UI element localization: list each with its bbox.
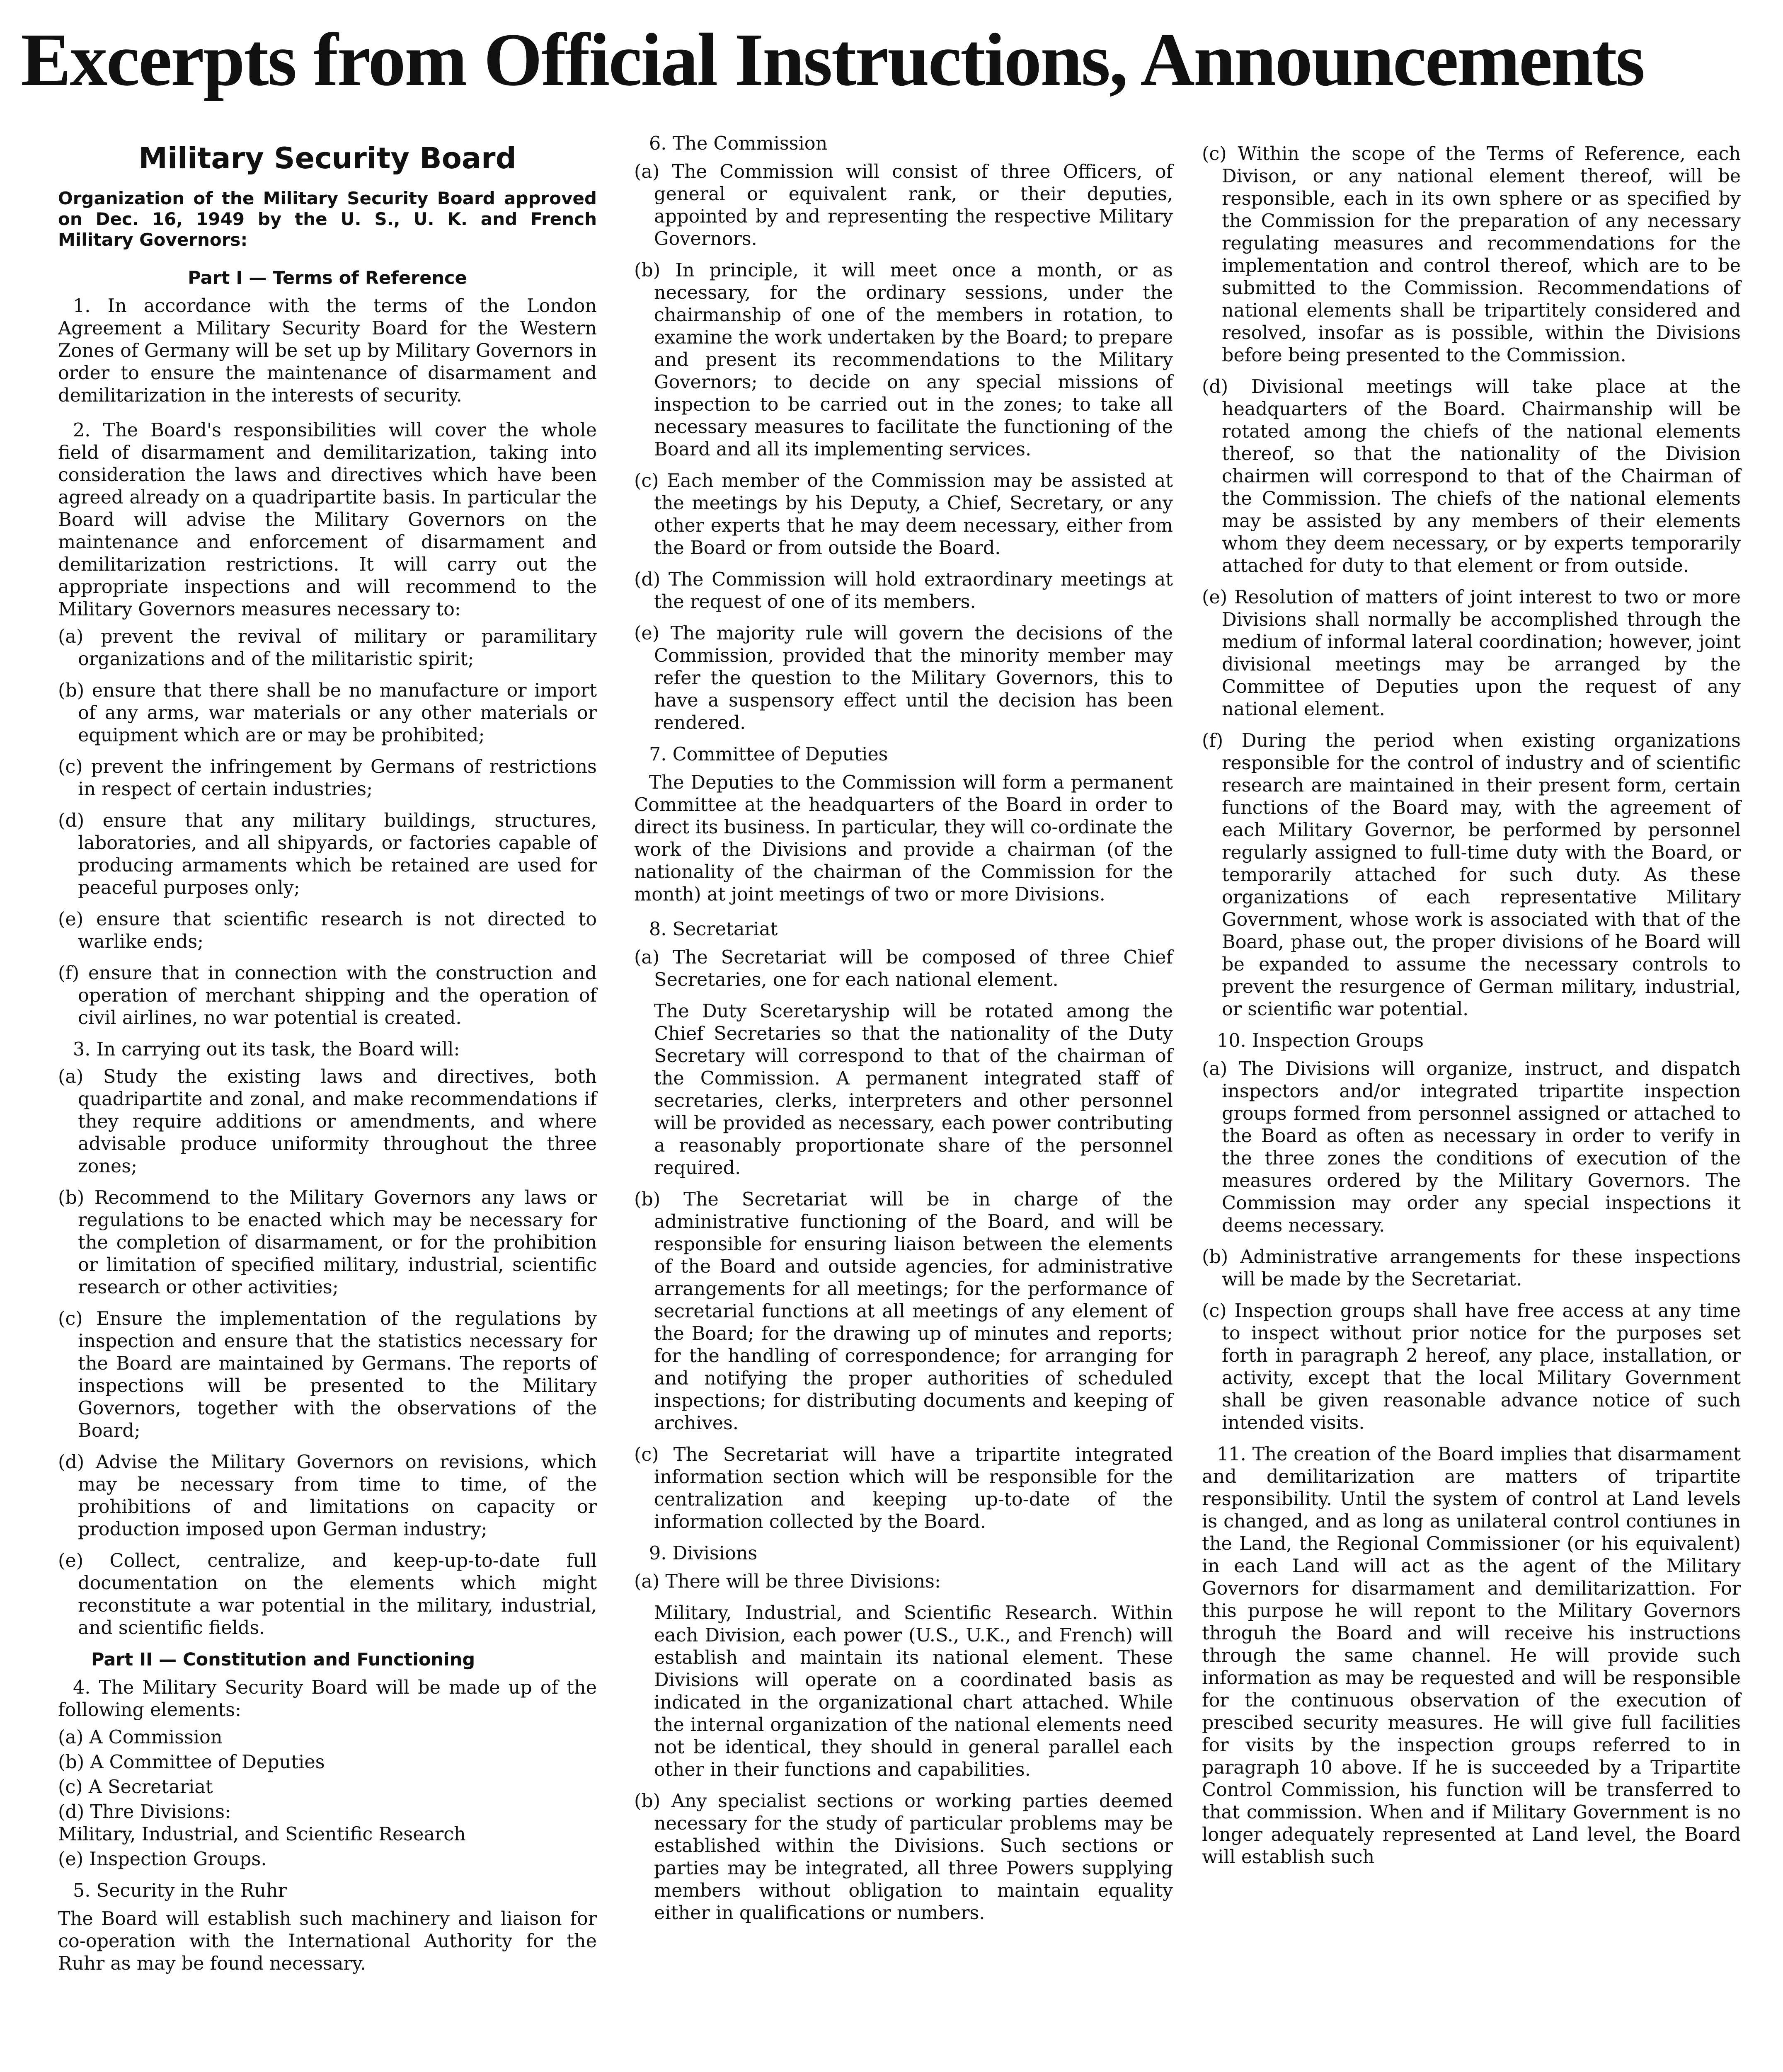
paragraph-2a: (a) prevent the revival of military or paramilitary organizations and of the militaristic spirit; <box>58 626 597 670</box>
paragraph-6b: (b) In principle, it will meet once a month, or as necessary, for the ordinary sessions, under the chairmanship of one of the members in rotation, to examine the work undertaken by the Board; to prepare and present its recommendations to the Military Governors; to decide on any special missions of inspection to be carried out in the zones; to take all necessary measures to facilitate the functioning of the Board and all its implementing services. <box>634 260 1173 460</box>
part-1-heading: Part I — Terms of Reference <box>188 268 467 288</box>
paragraph-2: 2. The Board's responsibilities will cover the whole field of disarmament and demilitarization, taking into consideration the laws and directives which have been agreed already on a quadripartite basis. In particular the Board will advise the Military Governors on the maintenance and enforcement of disarmament and demilitarization restrictions. It will carry out the appropriate inspections and will recommend to the Military Governors measures necessary to: <box>58 420 597 620</box>
column-1 <box>58 133 597 1987</box>
section-10-heading: 10. Inspection Groups <box>1217 1030 1424 1051</box>
section-9-heading: 9. Divisions <box>649 1543 758 1564</box>
paragraph-4c: (c) A Secretariat <box>58 1777 213 1798</box>
paragraph-10a: (a) The Divisions will organize, instruct, and dispatch inspectors and/or integrated tripartite inspection groups formed from personnel assigned or attached to the Board as often as necessary in order to verify in the three zones the conditions of execution of the measures ordered by the Military Governors. The Commission may order any special inspections it deems necessary. <box>1202 1058 1741 1236</box>
paragraph-9c: (c) Within the scope of the Terms of Reference, each Divison, or any national element thereof, will be responsible, each in its own sphere or as specified by the Commission for the preparation of any necessary regulating measures and recommendations for the implementation and control thereof, which are to be submitted to the Commission. Recommendations of national elements shall be tripartitely considered and resolved, insofar as is possible, within the Divisions before being presented to the Commission. <box>1202 143 1741 366</box>
section-7-heading: 7. Committee of Deputies <box>649 744 888 765</box>
paragraph-6a: (a) The Commission will consist of three Officers, of general or equivalent rank, or their deputies, appointed by and representing the respective Military Governors. <box>634 161 1173 249</box>
paragraph-3b: (b) Recommend to the Military Governors any laws or regulations to be enacted which may be necessary for the completion of disarmament, or for the prohibition or limitation of specified military, industrial, scientific research or other activities; <box>58 1187 597 1298</box>
paragraph-3: 3. In carrying out its task, the Board will: <box>73 1039 460 1060</box>
paragraph-3a: (a) Study the existing laws and directives, both quadripartite and zonal, and make recommendations if they require additions or amendments, and where advisable produce uniformity throughout the three zones; <box>58 1066 597 1177</box>
paragraph-2c: (c) prevent the infringement by Germans of restrictions in respect of certain industries; <box>58 756 597 800</box>
paragraph-9e: (e) Resolution of matters of joint interest to two or more Divisions shall normally be accomplished through the medium of informal lateral coordination; however, joint divisional meetings may be arranged by the Committee of Deputies upon the request of any national element. <box>1202 587 1741 720</box>
paragraph-9b: (b) Any specialist sections or working parties deemed necessary for the study of particular problems may be established within the Divisions. Such sections or parties may be integrated, all three Powers supplying members without obligation to maintain equality either in qualifications or numbers. <box>634 1791 1173 1924</box>
paragraph-9a: (a) There will be three Divisions: <box>634 1571 941 1592</box>
paragraph-6d: (d) The Commission will hold extraordinary meetings at the request of one of its members. <box>634 569 1173 612</box>
paragraph-8a: (a) The Secretariat will be composed of three Chief Secretaries, one for each national element. <box>634 947 1173 990</box>
paragraph-9a-detail: Military, Industrial, and Scientific Research. Within each Division, each power (U.S., U.K., and French) will establish and maintain its national element. These Divisions will operate on a coordinated basis as indicated in the organizational chart attached. While the internal organization of the national elements need not be identical, they should in general parallel each other in their functions and capabilities. <box>654 1602 1173 1780</box>
paragraph-4d: (d) Thre Divisions: <box>58 1801 231 1823</box>
part-2-heading: Part II — Constitution and Functioning <box>91 1649 475 1670</box>
column-2 <box>634 133 1173 1934</box>
paragraph-2b: (b) ensure that there shall be no manufacture or import of any arms, war materials or any other materials or equipment which are or may be prohibited; <box>58 680 597 746</box>
paragraph-7: The Deputies to the Commission will form a permanent Committee at the headquarters of the Board in order to direct its business. In particular, they will co-ordinate the work of the Divisions and provide a chairman (of the nationality of the chairman of the Commission for the month) at joint meetings of two or more Divisions. <box>634 772 1173 905</box>
paragraph-11: 11. The creation of the Board implies that disarmament and demilitarization are matters of tripartite responsibility. Until the system of control at Land levels is changed, and as long as unilateral control contiunes in the Land, the Regional Commissioner (or his equivalent) in each Land will act as the agent of the Military Governors for disarmament and demilitarizattion. For this purpose he will repont to the Military Governors throguh the Board and will receive his instructions through the same channel. He will provide such information as may be requested and will be responsible for the continuous observation of the execution of prescibed security measures. He will give full facilities for visits by the inspection groups referred to in paragraph 10 above. If he is succeeded by a Tripartite Control Commission, his function will be transferred to that commission. When and if Military Government is no longer adequately represented at Land level, the Board will establish such <box>1202 1444 1741 1868</box>
paragraph-8c: (c) The Secretariat will have a tripartite integrated information section which will be responsible for the centralization and keeping up-to-date of the information collected by the Board. <box>634 1444 1173 1532</box>
column-3 <box>1202 143 1741 1881</box>
paragraph-4b: (b) A Committee of Deputies <box>58 1752 325 1773</box>
paragraph-9d: (d) Divisional meetings will take place at the headquarters of the Board. Chairmanship will be rotated among the chiefs of the national elements thereof, so that the nationality of the Division chairmen will correspond to that of the Chairman of the Commission. The chiefs of the national elements may be assisted by any members of their elements whom they deem necessary, or by experts temporarily attached for duty to that element or from outside. <box>1202 376 1741 576</box>
paragraph-10c: (c) Inspection groups shall have free access at any time to inspect without prior notice for the purposes set forth in paragraph 2 hereof, any place, installation, or activity, except that the local Military Government shall be given reasonable advance notice of such intended visits. <box>1202 1300 1741 1433</box>
article-intro: Organization of the Military Security Board approved on Dec. 16, 1949 by the U. S., U. K. and French Military Governors: <box>58 188 597 250</box>
paragraph-4a: (a) A Commission <box>58 1727 223 1748</box>
paragraph-6e: (e) The majority rule will govern the decisions of the Commission, provided that the minority member may refer the question to the Military Governors, this to have a suspensory effect until the decision has been rendered. <box>634 623 1173 733</box>
paragraph-5: The Board will establish such machinery and liaison for co-operation with the International Authority for the Ruhr as may be found necessary. <box>58 1908 597 1974</box>
paragraph-2d: (d) ensure that any military buildings, structures, laboratories, and all shipyards, or factories capable of producing armaments which be retained are used for peaceful purposes only; <box>58 810 597 898</box>
paragraph-1: 1. In accordance with the terms of the London Agreement a Military Security Board for the Western Zones of Germany will be set up by Military Governors in order to ensure the maintenance of disarmament and demilitarization in the interests of security. <box>58 295 597 406</box>
page-title: Excerpts from Official Instructions, Announcements <box>21 18 1644 102</box>
section-8-heading: 8. Secretariat <box>649 919 778 940</box>
section-6-heading: 6. The Commission <box>649 133 828 154</box>
paragraph-4d-detail: Military, Industrial, and Scientific Research <box>58 1824 466 1845</box>
paragraph-3c: (c) Ensure the implementation of the regulations by inspection and ensure that the statistics necessary for the Board are maintained by Germans. The reports of inspections will be presented to the Military Governors, together with the observations of the Board; <box>58 1308 597 1441</box>
paragraph-8a-detail: The Duty Sceretaryship will be rotated among the Chief Secretaries so that the nationality of the Duty Secretary will correspond to that of the chairman of the Commission. A permanent integrated staff of secretaries, clerks, interpreters and other personnel will be provided as necessary, each power contributing a reasonably proportionate share of the personnel required. <box>654 1001 1173 1179</box>
paragraph-10b: (b) Administrative arrangements for these inspections will be made by the Secretariat. <box>1202 1247 1741 1290</box>
section-5-heading: 5. Security in the Ruhr <box>73 1880 287 1901</box>
paragraph-4e: (e) Inspection Groups. <box>58 1849 267 1870</box>
paragraph-2f: (f) ensure that in connection with the construction and operation of merchant shipping and the operation of civil airlines, no war potential is created. <box>58 963 597 1029</box>
article-heading: Military Security Board <box>138 141 516 175</box>
paragraph-3d: (d) Advise the Military Governors on revisions, which may be necessary from time to time, of the prohibitions of and limitations on capacity or production imposed upon German industry; <box>58 1452 597 1540</box>
paragraph-9f: (f) During the period when existing organizations responsible for the control of industry and of scientific research are maintained in their present form, certain functions of the Board may, with the agreement of each Military Governor, be performed by personnel regularly assigned to full-time duty with the Board, or temporarily attached for such duty. As these organizations of each representative Military Government, whose work is associated with that of the Board, phase out, the proper divisions of he Board will be expanded to assume the necessary controls to prevent the resurgence of German military, industrial, or scientific war potential. <box>1202 730 1741 1020</box>
paragraph-3e: (e) Collect, centralize, and keep-up-to-date full documentation on the elements which might reconstitute a war potential in the military, industrial, and scientific fields. <box>58 1550 597 1639</box>
paragraph-4: 4. The Military Security Board will be made up of the following elements: <box>58 1677 597 1721</box>
paragraph-8b: (b) The Secretariat will be in charge of the administrative functioning of the Board, and will be responsible for ensuring liaison between the elements of the Board and outside agencies, for administrative arrangements for all meetings; for the performance of secretarial functions at all meetings of any element of the Board; for the drawing up of minutes and reports; for the handling of correspondence; for arranging for and notifying the proper authorities of scheduled inspections; for distributing documents and keeping of archives. <box>634 1189 1173 1434</box>
paragraph-2e: (e) ensure that scientific research is not directed to warlike ends; <box>58 909 597 952</box>
paragraph-6c: (c) Each member of the Commission may be assisted at the meetings by his Deputy, a Chief, Secretary, or any other experts that he may deem necessary, either from the Board or from outside the Board. <box>634 470 1173 559</box>
